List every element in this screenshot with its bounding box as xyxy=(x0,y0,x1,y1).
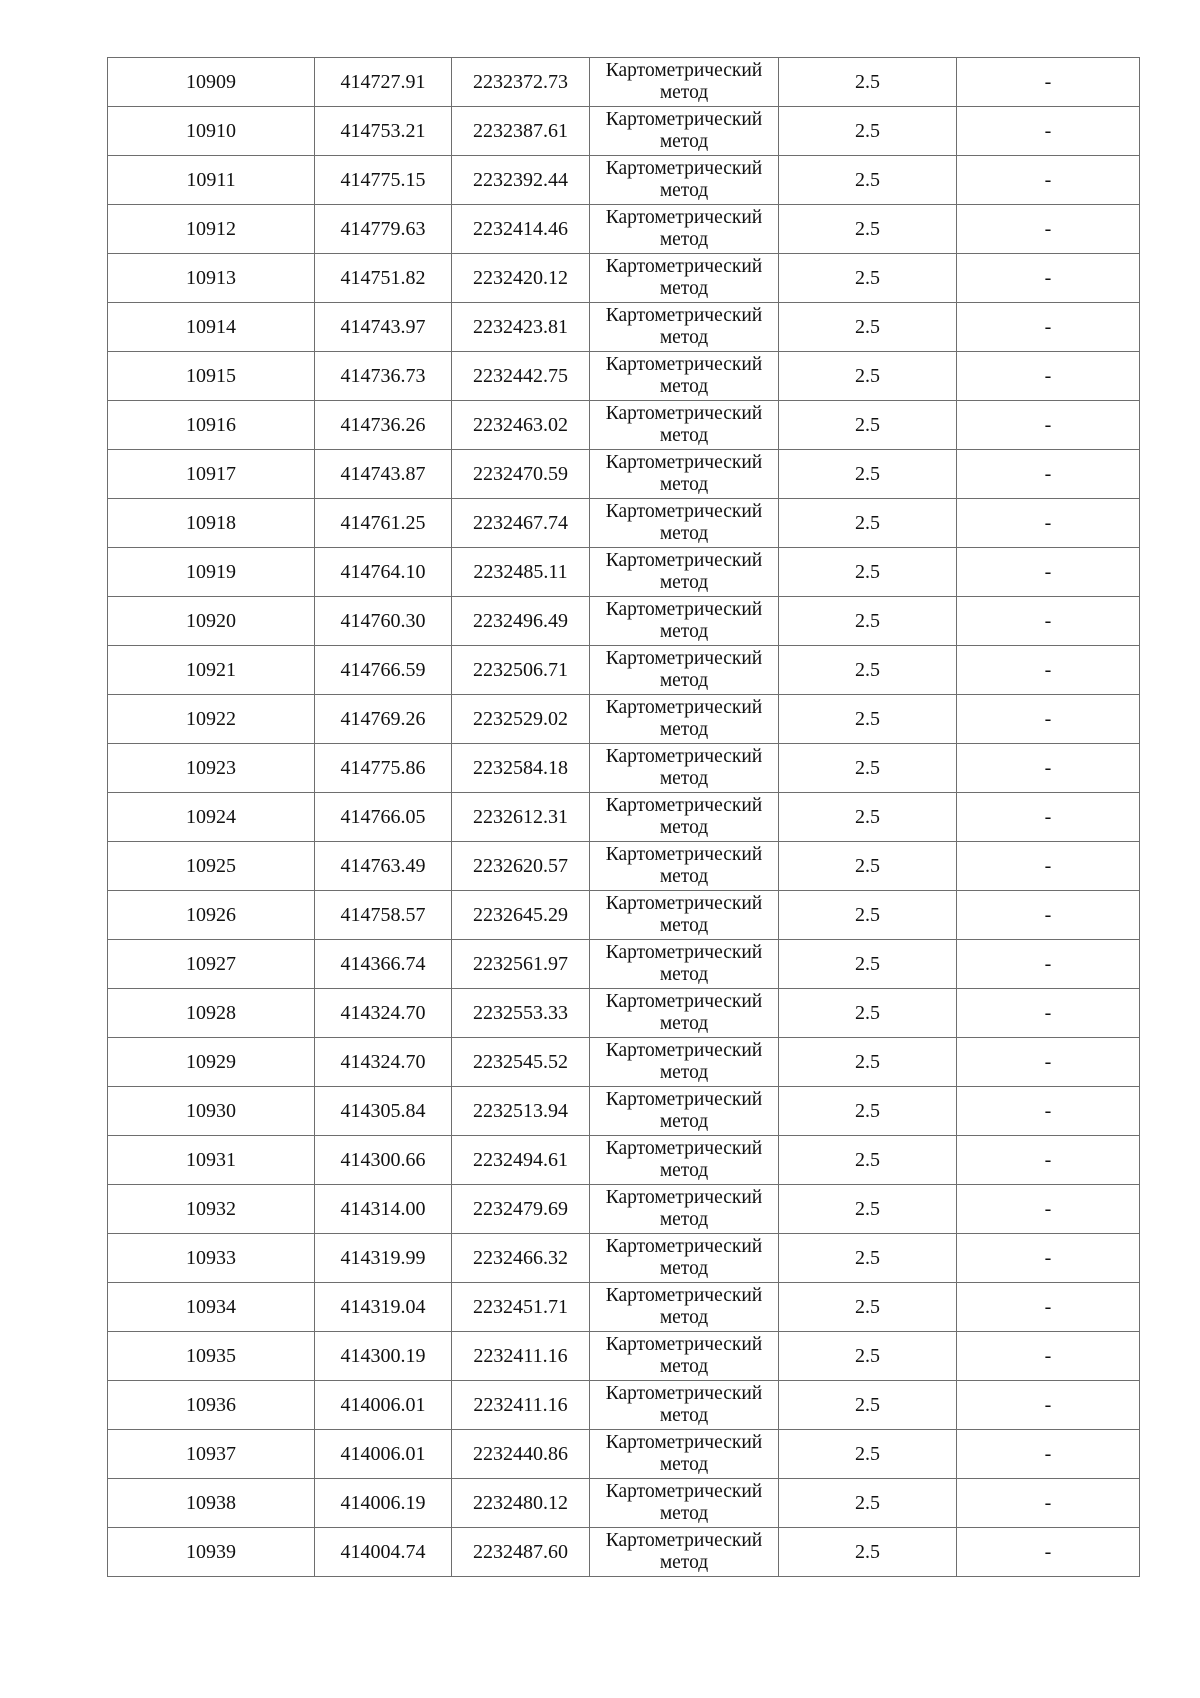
description-cell: - xyxy=(957,1185,1140,1234)
x-coordinate-cell: 414004.74 xyxy=(315,1528,452,1577)
table-row xyxy=(108,793,1140,842)
x-coordinate-cell: 414006.01 xyxy=(315,1430,452,1479)
x-coordinate-cell: 414753.21 xyxy=(315,107,452,156)
description-cell: - xyxy=(957,695,1140,744)
table-row xyxy=(108,401,1140,450)
y-coordinate-cell: 2232463.02 xyxy=(452,401,590,450)
accuracy-cell: 2.5 xyxy=(779,205,957,254)
table-row xyxy=(108,1185,1140,1234)
description-cell: - xyxy=(957,597,1140,646)
y-coordinate-cell: 2232496.49 xyxy=(452,597,590,646)
y-coordinate-cell: 2232414.46 xyxy=(452,205,590,254)
accuracy-cell: 2.5 xyxy=(779,646,957,695)
y-coordinate-cell: 2232479.69 xyxy=(452,1185,590,1234)
description-cell: - xyxy=(957,401,1140,450)
method-cell: Картометрический метод xyxy=(590,793,779,842)
table-row xyxy=(108,695,1140,744)
accuracy-cell: 2.5 xyxy=(779,1136,957,1185)
method-cell: Картометрический метод xyxy=(590,107,779,156)
y-coordinate-cell: 2232392.44 xyxy=(452,156,590,205)
accuracy-cell: 2.5 xyxy=(779,1283,957,1332)
x-coordinate-cell: 414300.19 xyxy=(315,1332,452,1381)
accuracy-cell: 2.5 xyxy=(779,940,957,989)
table-row xyxy=(108,1430,1140,1479)
table-row xyxy=(108,499,1140,548)
method-cell: Картометрический метод xyxy=(590,989,779,1038)
point-number-cell: 10922 xyxy=(108,695,315,744)
y-coordinate-cell: 2232411.16 xyxy=(452,1381,590,1430)
y-coordinate-cell: 2232451.71 xyxy=(452,1283,590,1332)
accuracy-cell: 2.5 xyxy=(779,793,957,842)
accuracy-cell: 2.5 xyxy=(779,989,957,1038)
y-coordinate-cell: 2232480.12 xyxy=(452,1479,590,1528)
y-coordinate-cell: 2232494.61 xyxy=(452,1136,590,1185)
method-cell: Картометрический метод xyxy=(590,499,779,548)
table-row xyxy=(108,352,1140,401)
point-number-cell: 10928 xyxy=(108,989,315,1038)
method-cell: Картометрический метод xyxy=(590,1283,779,1332)
description-cell: - xyxy=(957,1136,1140,1185)
table-row xyxy=(108,940,1140,989)
point-number-cell: 10914 xyxy=(108,303,315,352)
description-cell: - xyxy=(957,1528,1140,1577)
x-coordinate-cell: 414006.01 xyxy=(315,1381,452,1430)
description-cell: - xyxy=(957,1332,1140,1381)
x-coordinate-cell: 414319.99 xyxy=(315,1234,452,1283)
accuracy-cell: 2.5 xyxy=(779,1234,957,1283)
table-row xyxy=(108,1087,1140,1136)
point-number-cell: 10915 xyxy=(108,352,315,401)
table-row xyxy=(108,303,1140,352)
description-cell: - xyxy=(957,352,1140,401)
x-coordinate-cell: 414779.63 xyxy=(315,205,452,254)
accuracy-cell: 2.5 xyxy=(779,1479,957,1528)
method-cell: Картометрический метод xyxy=(590,548,779,597)
y-coordinate-cell: 2232470.59 xyxy=(452,450,590,499)
point-number-cell: 10921 xyxy=(108,646,315,695)
y-coordinate-cell: 2232545.52 xyxy=(452,1038,590,1087)
method-cell: Картометрический метод xyxy=(590,1234,779,1283)
point-number-cell: 10920 xyxy=(108,597,315,646)
point-number-cell: 10916 xyxy=(108,401,315,450)
description-cell: - xyxy=(957,205,1140,254)
description-cell: - xyxy=(957,1381,1140,1430)
y-coordinate-cell: 2232561.97 xyxy=(452,940,590,989)
point-number-cell: 10918 xyxy=(108,499,315,548)
y-coordinate-cell: 2232372.73 xyxy=(452,58,590,107)
description-cell: - xyxy=(957,1234,1140,1283)
table-row xyxy=(108,107,1140,156)
point-number-cell: 10930 xyxy=(108,1087,315,1136)
point-number-cell: 10926 xyxy=(108,891,315,940)
point-number-cell: 10934 xyxy=(108,1283,315,1332)
accuracy-cell: 2.5 xyxy=(779,695,957,744)
method-cell: Картометрический метод xyxy=(590,695,779,744)
table-row xyxy=(108,1283,1140,1332)
y-coordinate-cell: 2232506.71 xyxy=(452,646,590,695)
accuracy-cell: 2.5 xyxy=(779,744,957,793)
accuracy-cell: 2.5 xyxy=(779,842,957,891)
y-coordinate-cell: 2232387.61 xyxy=(452,107,590,156)
table-row xyxy=(108,450,1140,499)
point-number-cell: 10909 xyxy=(108,58,315,107)
point-number-cell: 10935 xyxy=(108,1332,315,1381)
table-row xyxy=(108,1038,1140,1087)
description-cell: - xyxy=(957,891,1140,940)
description-cell: - xyxy=(957,793,1140,842)
y-coordinate-cell: 2232584.18 xyxy=(452,744,590,793)
description-cell: - xyxy=(957,450,1140,499)
table-row xyxy=(108,58,1140,107)
method-cell: Картометрический метод xyxy=(590,401,779,450)
x-coordinate-cell: 414736.73 xyxy=(315,352,452,401)
x-coordinate-cell: 414751.82 xyxy=(315,254,452,303)
method-cell: Картометрический метод xyxy=(590,303,779,352)
table-row xyxy=(108,254,1140,303)
table-row xyxy=(108,842,1140,891)
description-cell: - xyxy=(957,107,1140,156)
description-cell: - xyxy=(957,842,1140,891)
y-coordinate-cell: 2232485.11 xyxy=(452,548,590,597)
table-row xyxy=(108,1234,1140,1283)
x-coordinate-cell: 414366.74 xyxy=(315,940,452,989)
accuracy-cell: 2.5 xyxy=(779,1332,957,1381)
point-number-cell: 10910 xyxy=(108,107,315,156)
method-cell: Картометрический метод xyxy=(590,744,779,793)
table-row xyxy=(108,1332,1140,1381)
accuracy-cell: 2.5 xyxy=(779,58,957,107)
description-cell: - xyxy=(957,156,1140,205)
method-cell: Картометрический метод xyxy=(590,205,779,254)
y-coordinate-cell: 2232620.57 xyxy=(452,842,590,891)
method-cell: Картометрический метод xyxy=(590,1430,779,1479)
point-number-cell: 10939 xyxy=(108,1528,315,1577)
y-coordinate-cell: 2232645.29 xyxy=(452,891,590,940)
point-number-cell: 10932 xyxy=(108,1185,315,1234)
table-row xyxy=(108,156,1140,205)
table-row xyxy=(108,989,1140,1038)
method-cell: Картометрический метод xyxy=(590,1087,779,1136)
method-cell: Картометрический метод xyxy=(590,1381,779,1430)
description-cell: - xyxy=(957,1479,1140,1528)
table-row xyxy=(108,205,1140,254)
description-cell: - xyxy=(957,58,1140,107)
y-coordinate-cell: 2232466.32 xyxy=(452,1234,590,1283)
point-number-cell: 10913 xyxy=(108,254,315,303)
x-coordinate-cell: 414775.15 xyxy=(315,156,452,205)
table-row xyxy=(108,548,1140,597)
point-number-cell: 10919 xyxy=(108,548,315,597)
description-cell: - xyxy=(957,254,1140,303)
x-coordinate-cell: 414758.57 xyxy=(315,891,452,940)
table-row xyxy=(108,646,1140,695)
accuracy-cell: 2.5 xyxy=(779,156,957,205)
accuracy-cell: 2.5 xyxy=(779,1185,957,1234)
accuracy-cell: 2.5 xyxy=(779,1528,957,1577)
x-coordinate-cell: 414727.91 xyxy=(315,58,452,107)
x-coordinate-cell: 414766.59 xyxy=(315,646,452,695)
point-number-cell: 10931 xyxy=(108,1136,315,1185)
table-row xyxy=(108,1528,1140,1577)
method-cell: Картометрический метод xyxy=(590,1332,779,1381)
description-cell: - xyxy=(957,989,1140,1038)
y-coordinate-cell: 2232440.86 xyxy=(452,1430,590,1479)
x-coordinate-cell: 414761.25 xyxy=(315,499,452,548)
point-number-cell: 10929 xyxy=(108,1038,315,1087)
description-cell: - xyxy=(957,499,1140,548)
table-row xyxy=(108,1479,1140,1528)
accuracy-cell: 2.5 xyxy=(779,499,957,548)
point-number-cell: 10924 xyxy=(108,793,315,842)
accuracy-cell: 2.5 xyxy=(779,1038,957,1087)
point-number-cell: 10933 xyxy=(108,1234,315,1283)
coordinates-table-body xyxy=(108,58,1140,1577)
accuracy-cell: 2.5 xyxy=(779,352,957,401)
coordinates-table xyxy=(107,57,1140,1577)
x-coordinate-cell: 414324.70 xyxy=(315,1038,452,1087)
point-number-cell: 10917 xyxy=(108,450,315,499)
x-coordinate-cell: 414766.05 xyxy=(315,793,452,842)
x-coordinate-cell: 414319.04 xyxy=(315,1283,452,1332)
method-cell: Картометрический метод xyxy=(590,891,779,940)
y-coordinate-cell: 2232612.31 xyxy=(452,793,590,842)
point-number-cell: 10923 xyxy=(108,744,315,793)
description-cell: - xyxy=(957,1430,1140,1479)
method-cell: Картометрический метод xyxy=(590,1479,779,1528)
point-number-cell: 10927 xyxy=(108,940,315,989)
accuracy-cell: 2.5 xyxy=(779,1430,957,1479)
x-coordinate-cell: 414764.10 xyxy=(315,548,452,597)
method-cell: Картометрический метод xyxy=(590,1185,779,1234)
x-coordinate-cell: 414314.00 xyxy=(315,1185,452,1234)
accuracy-cell: 2.5 xyxy=(779,450,957,499)
point-number-cell: 10911 xyxy=(108,156,315,205)
x-coordinate-cell: 414743.87 xyxy=(315,450,452,499)
y-coordinate-cell: 2232553.33 xyxy=(452,989,590,1038)
method-cell: Картометрический метод xyxy=(590,1038,779,1087)
x-coordinate-cell: 414300.66 xyxy=(315,1136,452,1185)
description-cell: - xyxy=(957,548,1140,597)
y-coordinate-cell: 2232467.74 xyxy=(452,499,590,548)
table-row xyxy=(108,744,1140,793)
method-cell: Картометрический метод xyxy=(590,254,779,303)
x-coordinate-cell: 414736.26 xyxy=(315,401,452,450)
point-number-cell: 10925 xyxy=(108,842,315,891)
table-row xyxy=(108,1381,1140,1430)
y-coordinate-cell: 2232442.75 xyxy=(452,352,590,401)
accuracy-cell: 2.5 xyxy=(779,107,957,156)
y-coordinate-cell: 2232411.16 xyxy=(452,1332,590,1381)
table-row xyxy=(108,597,1140,646)
accuracy-cell: 2.5 xyxy=(779,254,957,303)
accuracy-cell: 2.5 xyxy=(779,1381,957,1430)
x-coordinate-cell: 414006.19 xyxy=(315,1479,452,1528)
method-cell: Картометрический метод xyxy=(590,58,779,107)
table-row xyxy=(108,1136,1140,1185)
y-coordinate-cell: 2232513.94 xyxy=(452,1087,590,1136)
y-coordinate-cell: 2232420.12 xyxy=(452,254,590,303)
method-cell: Картометрический метод xyxy=(590,940,779,989)
x-coordinate-cell: 414305.84 xyxy=(315,1087,452,1136)
description-cell: - xyxy=(957,744,1140,793)
x-coordinate-cell: 414760.30 xyxy=(315,597,452,646)
point-number-cell: 10938 xyxy=(108,1479,315,1528)
x-coordinate-cell: 414324.70 xyxy=(315,989,452,1038)
description-cell: - xyxy=(957,1038,1140,1087)
accuracy-cell: 2.5 xyxy=(779,303,957,352)
y-coordinate-cell: 2232423.81 xyxy=(452,303,590,352)
x-coordinate-cell: 414743.97 xyxy=(315,303,452,352)
accuracy-cell: 2.5 xyxy=(779,891,957,940)
method-cell: Картометрический метод xyxy=(590,1528,779,1577)
x-coordinate-cell: 414763.49 xyxy=(315,842,452,891)
accuracy-cell: 2.5 xyxy=(779,548,957,597)
description-cell: - xyxy=(957,1087,1140,1136)
table-row xyxy=(108,891,1140,940)
description-cell: - xyxy=(957,303,1140,352)
description-cell: - xyxy=(957,646,1140,695)
method-cell: Картометрический метод xyxy=(590,450,779,499)
point-number-cell: 10937 xyxy=(108,1430,315,1479)
description-cell: - xyxy=(957,940,1140,989)
method-cell: Картометрический метод xyxy=(590,156,779,205)
accuracy-cell: 2.5 xyxy=(779,401,957,450)
x-coordinate-cell: 414769.26 xyxy=(315,695,452,744)
point-number-cell: 10936 xyxy=(108,1381,315,1430)
accuracy-cell: 2.5 xyxy=(779,597,957,646)
description-cell: - xyxy=(957,1283,1140,1332)
y-coordinate-cell: 2232487.60 xyxy=(452,1528,590,1577)
method-cell: Картометрический метод xyxy=(590,1136,779,1185)
x-coordinate-cell: 414775.86 xyxy=(315,744,452,793)
method-cell: Картометрический метод xyxy=(590,842,779,891)
method-cell: Картометрический метод xyxy=(590,352,779,401)
y-coordinate-cell: 2232529.02 xyxy=(452,695,590,744)
method-cell: Картометрический метод xyxy=(590,646,779,695)
method-cell: Картометрический метод xyxy=(590,597,779,646)
accuracy-cell: 2.5 xyxy=(779,1087,957,1136)
point-number-cell: 10912 xyxy=(108,205,315,254)
